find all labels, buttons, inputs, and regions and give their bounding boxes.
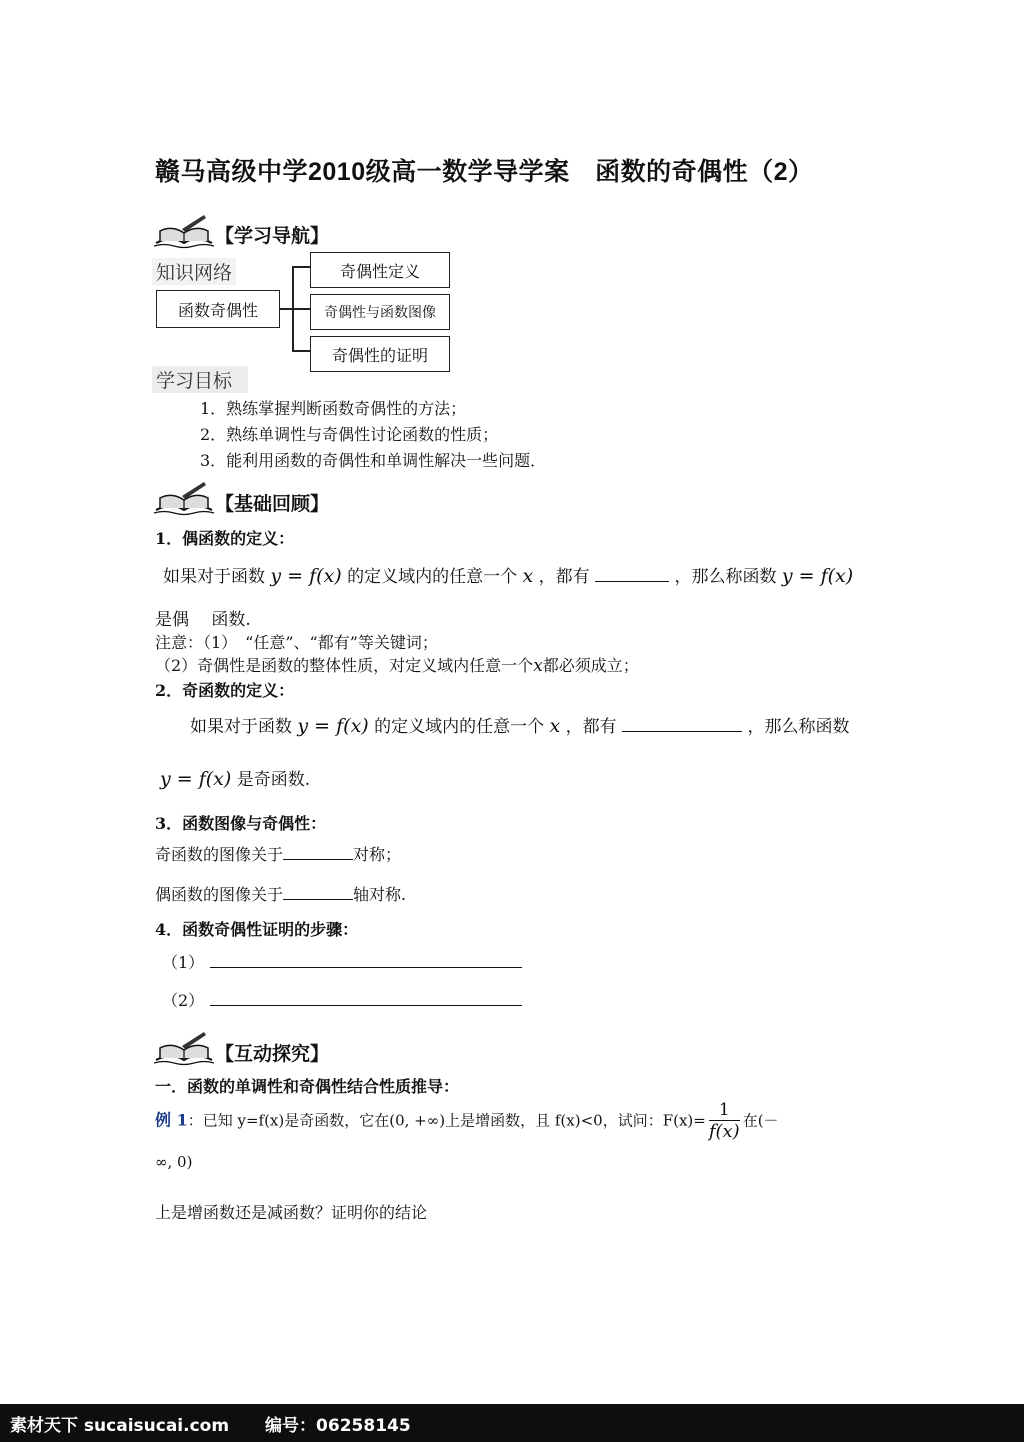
nav-heading: 【学习导航】: [215, 225, 330, 247]
text: 偶函数的图像关于: [155, 885, 284, 904]
network-label: 知识网络: [152, 258, 236, 285]
branch-box-definition: 奇偶性定义: [310, 252, 450, 288]
math-x: x: [549, 715, 561, 737]
fraction-denominator: f(x): [708, 1121, 740, 1142]
note-2: [155, 653, 639, 676]
math-fx: y = f(x): [297, 715, 369, 737]
review-heading: 【基础回顾】: [215, 493, 330, 515]
text: （2）奇偶性是函数的整体性质，对定义域内任意一个: [155, 656, 534, 675]
even-def-title: 1．偶函数的定义：: [155, 529, 295, 548]
math-x: x: [533, 656, 543, 676]
connector-b2: [292, 308, 310, 310]
math-x: x: [522, 565, 534, 587]
page-title: 赣马高级中学2010级高一数学导学案 函数的奇偶性（2）: [155, 158, 814, 186]
answer-blank[interactable]: [283, 845, 353, 860]
example-1-cont: ∞, 0): [155, 1153, 193, 1171]
fraction: [709, 1100, 740, 1142]
example-1: [155, 1100, 779, 1142]
goal-item: 3．能利用函数的奇偶性和单调性解决一些问题．: [200, 451, 547, 470]
text: 如果对于函数: [190, 717, 292, 737]
branch-box-proof: 奇偶性的证明: [310, 336, 450, 372]
answer-blank[interactable]: [595, 567, 669, 582]
answer-blank[interactable]: [283, 885, 353, 900]
text: 轴对称.: [353, 885, 407, 904]
math-fx: y = f(x): [781, 565, 854, 587]
root-box: 函数奇偶性: [156, 290, 280, 328]
graph-title: 3．函数图像与奇偶性：: [155, 814, 327, 833]
goal-item: 2．熟练单调性与奇偶性讨论函数的性质；: [200, 425, 499, 444]
even-graph-line: [155, 882, 406, 905]
part1-title: 一．函数的单调性和奇偶性结合性质推导：: [155, 1077, 460, 1096]
math-fx: y = f(x): [270, 565, 342, 587]
text: ，那么称函数: [747, 717, 850, 737]
goal-item: 1．熟练掌握判断函数奇偶性的方法；: [200, 399, 467, 418]
text: ，都有: [538, 567, 590, 587]
watermark-id: 编号：06258145: [265, 1415, 411, 1436]
odd-def-end: [160, 765, 310, 790]
answer-blank[interactable]: [210, 953, 522, 968]
watermark-bar: [0, 1404, 1024, 1442]
step-label: （2）: [162, 991, 205, 1010]
text: 如果对于函数: [163, 567, 265, 587]
goals-label: 学习目标: [152, 366, 248, 393]
text: 都必须成立；: [542, 656, 639, 675]
proof-step: [162, 950, 522, 973]
text: 对称；: [353, 845, 402, 864]
proof-steps-title: 4．函数奇偶性证明的步骤：: [155, 920, 359, 939]
text: 是奇函数.: [236, 770, 311, 790]
text: ，那么称函数: [674, 567, 777, 587]
text: 的定义域内的任意一个: [347, 567, 518, 587]
fraction-numerator: 1: [709, 1100, 740, 1121]
example-1-question: 上是增函数还是减函数？证明你的结论: [155, 1203, 428, 1222]
example-label: 例 1: [155, 1110, 188, 1130]
odd-def-line: [190, 712, 849, 737]
even-def-line: [163, 562, 853, 587]
text: 在(－: [742, 1111, 779, 1130]
odd-def-title: 2．奇函数的定义：: [155, 681, 295, 700]
text: 的定义域内的任意一个: [374, 717, 545, 737]
book-quill-icon: [152, 480, 216, 520]
connector-h: [279, 308, 293, 310]
branch-box-graph: 奇偶性与函数图像: [310, 294, 450, 330]
even-def-end: 是偶 函数.: [155, 610, 251, 630]
math-fx: y = f(x): [160, 768, 232, 790]
proof-step: [162, 988, 522, 1011]
step-label: （1）: [162, 953, 205, 972]
text: ，都有: [565, 717, 617, 737]
answer-blank[interactable]: [622, 717, 742, 732]
book-quill-icon: [152, 213, 216, 253]
text: ：已知 y=f(x)是奇函数，它在(0, +∞)上是增函数，且 f(x)<0，试问：F(x)=: [187, 1111, 706, 1130]
book-quill-icon: [152, 1030, 216, 1070]
text: 奇函数的图像关于: [155, 845, 284, 864]
explore-heading: 【互动探究】: [215, 1043, 330, 1065]
answer-blank[interactable]: [210, 991, 522, 1006]
watermark-site: 素材天下 sucaisucai.com: [10, 1415, 230, 1436]
odd-graph-line: [155, 842, 401, 865]
connector-b3: [292, 350, 310, 352]
connector-b1: [292, 266, 310, 268]
note-1: 注意：（1） “任意”、“都有”等关键词；: [155, 633, 438, 652]
